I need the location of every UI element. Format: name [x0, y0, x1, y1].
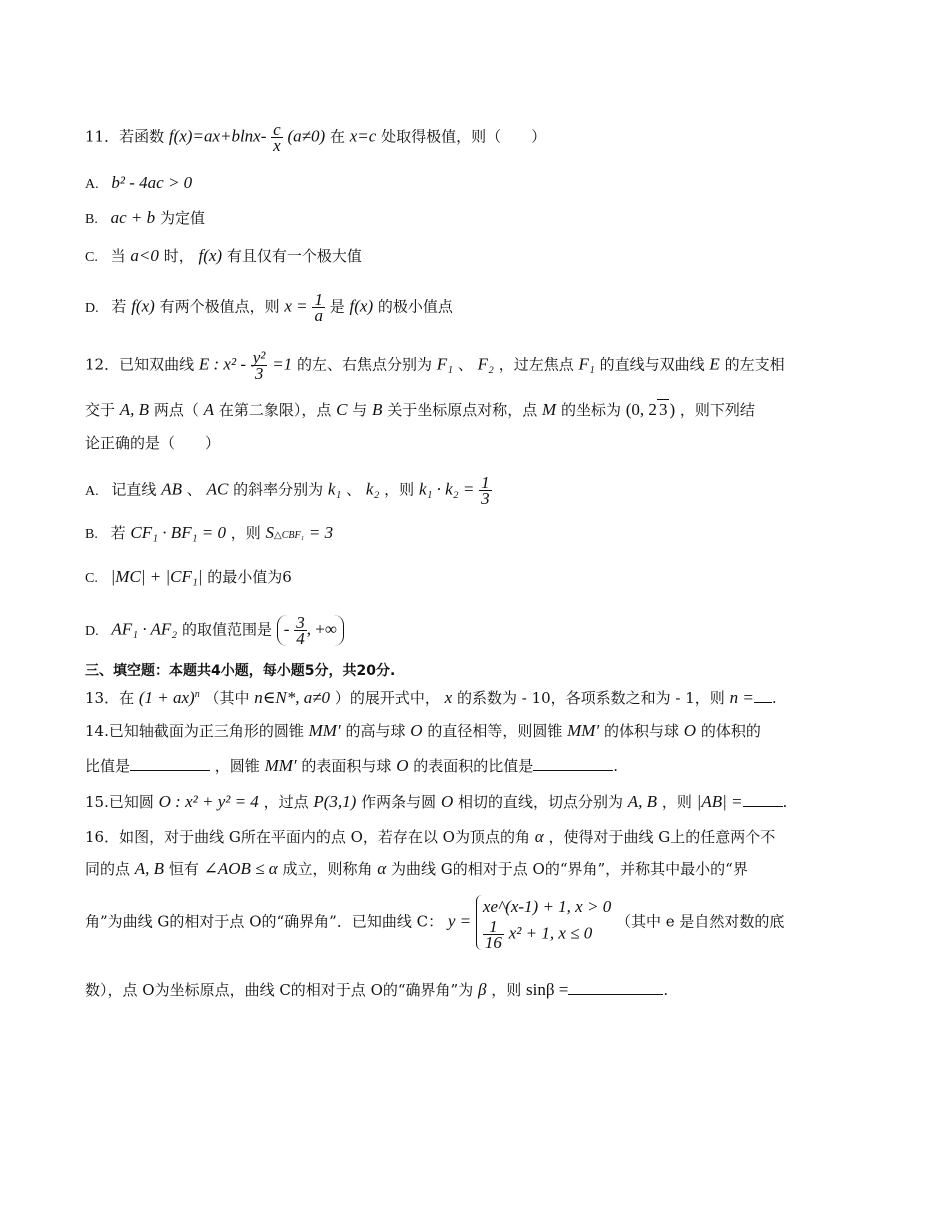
q16-line3: 角”为曲线 G的相对于点 O的“确界角”．已知曲线 C： y = xe^(x-1) + 1, x > 0 $\frac{1}{16}$ x² + 1, x ≤ 0 （其中 e 是自然对数的底: [85, 897, 785, 952]
q11-fraction: $\frac{c}{x}$: [273, 120, 281, 155]
q16-line1: 16．如图，对于曲线 G所在平面内的点 O，若存在以 O为顶点的角 α ，使得对于曲线 G上的任意两个不: [85, 827, 776, 846]
q12-fraction: $\frac{\text{y²}}{3}$: [252, 348, 266, 383]
q14-answer-blank-1[interactable]: [130, 754, 210, 771]
q11-d-fraction: $\frac{1}{a}$: [314, 290, 323, 325]
q11-function: f(x)=ax+blnx-: [168, 126, 267, 146]
q13: 13．在 (1 + ax)$^n$ （其中 n∈N*, a≠0 ）的展开式中， x 的系数为 - 10，各项系数之和为 - 1，则 n = .: [85, 688, 777, 707]
q12-line2: 交于 A, B 两点（ A 在第二象限），点 C 与 B 关于坐标原点对称，点 M 的坐标为 (0, 2 3 ) ，则下列结: [85, 400, 755, 419]
q12-option-b[interactable]: B. 若 CF₁ · BF₁ = 0 ，则 S△CBF₁ = 3: [85, 523, 334, 542]
q14-line2: 比值是 ，圆锥 MM′ 的表面积与球 O 的表面积的比值是 .: [85, 756, 619, 775]
q11-option-c[interactable]: C. 当 a<0 时， f(x) 有且仅有一个极大值: [85, 246, 362, 265]
q12-line3: 论正确的是（ ）: [85, 434, 221, 452]
q12-option-d[interactable]: D. AF₁ · AF₂ 的取值范围是 - $\frac{3}{4}$ , +∞: [85, 615, 344, 646]
q12-line1: 12．已知双曲线 E : x² - $\frac{\text{y²}}{3}$ =1 的左、右焦点分别为 F₁ 、 F₂ ，过左焦点 F₁ 的直线与双曲线 E 的左支相: [85, 348, 785, 383]
q15-answer-blank[interactable]: [743, 790, 783, 807]
q11-option-d[interactable]: D. 若 f(x) 有两个极值点，则 x = $\frac{1}{a}$ 是 f(x) 的极小值点: [85, 290, 453, 325]
q12-option-a[interactable]: A. 记直线 AB 、 AC 的斜率分别为 k₁ 、 k₂ ，则 k₁ · k₂ = $\frac{1}{3}$: [85, 473, 490, 508]
section-heading: 三、填空题：本题共4小题，每小题5分，共20分.: [85, 663, 396, 679]
q15: 15.已知圆 O : x² + y² = 4 ，过点 P(3,1) 作两条与圆 O 相切的直线，切点分别为 A, B ，则 |AB| = .: [85, 792, 788, 811]
q16-piecewise: xe^(x-1) + 1, x > 0 $\frac{1}{16}$ x² + 1, x ≤ 0: [476, 895, 611, 950]
q14-line1: 14.已知轴截面为正三角形的圆锥 MM′ 的高与球 O 的直径相等，则圆锥 MM′ 的体积与球 O 的体积的: [85, 721, 761, 740]
q11-stem: 11．若函数 f(x)=ax+blnx- $\frac{c}{x}$ (a≠0) 在 x=c 处取得极值，则（ ）: [85, 120, 547, 155]
q12-d-interval: - $\frac{3}{4}$ , +∞: [277, 615, 344, 646]
q12-option-c[interactable]: C. |MC| + |CF₁| 的最小值为6: [85, 567, 292, 586]
q16-line2: 同的点 A, B 恒有 ∠AOB ≤ α 成立，则称角 α 为曲线 G的相对于点 O的“界角”，并称其中最小的“界: [85, 859, 748, 878]
q14-answer-blank-2[interactable]: [533, 754, 613, 771]
q13-answer-blank[interactable]: [754, 686, 772, 703]
q11-option-b[interactable]: B. ac + b 为定值: [85, 208, 205, 227]
q16-line4: 数），点 O为坐标原点，曲线 C的相对于点 O的“确界角”为 β ，则 sinβ = .: [85, 980, 669, 999]
q12-a-fraction: $\frac{1}{3}$: [481, 473, 490, 508]
q16-answer-blank[interactable]: [568, 978, 663, 995]
q11-option-a[interactable]: A. b² - 4ac > 0: [85, 173, 193, 192]
